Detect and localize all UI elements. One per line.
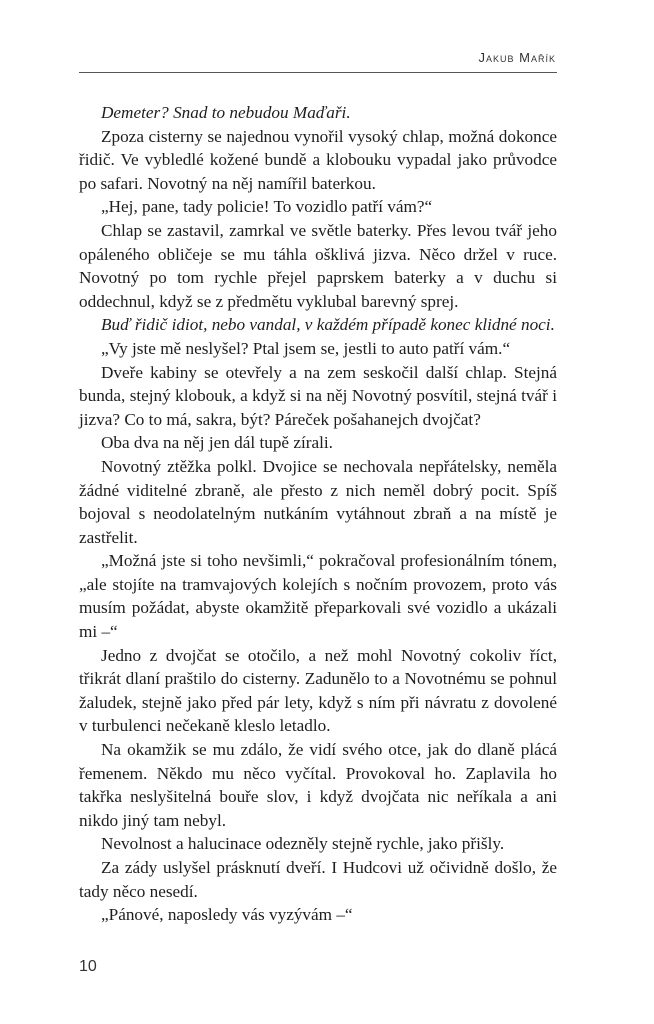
running-header-author: Jakub Mařík <box>478 50 556 65</box>
paragraph: Buď řidič idiot, nebo vandal, v každém případě konec klidné noci. <box>101 315 555 335</box>
paragraph: Chlap se zastavil, zamrkal ve světle baterky. Přes levou tvář jeho opáleného obličeje se mu táhla ošklivá jizva. Něco držel v ruce. Novotný po tom rychle přejel paprskem baterky a v duchu si oddechnul, když se z předmětu vyklubal barevný sprej. <box>79 220 557 311</box>
paragraph: Novotný ztěžka polkl. Dvojice se nechovala nepřátelsky, neměla žádné viditelné zbraně, ale přesto z nich neměl dobrý pocit. Spíš bojoval s neodolatelným nutkáním vytáhnout zbraň a na místě je zastřelit. <box>79 456 557 547</box>
body-text <box>79 101 557 927</box>
paragraph: Demeter? Snad to nebudou Maďaři. <box>101 103 351 122</box>
paragraph: Oba dva na něj jen dál tupě zírali. <box>101 433 333 453</box>
paragraph: Nevolnost a halucinace odezněly stejně rychle, jako přišly. <box>101 834 505 854</box>
paragraph: Za zády uslyšel prásknutí dveří. I Hudcovi už očividně došlo, že tady něco nesedí. <box>79 858 557 901</box>
paragraph: Jedno z dvojčat se otočilo, a než mohl Novotný cokoliv říct, třikrát dlaní praštilo do cisterny. Zadunělo to a Novotnému se pohnul žaludek, stejně jako před pár lety, když s ním při návratu z dovolené v turbulenci nečekaně kleslo letadlo. <box>79 645 557 736</box>
paragraph: „Možná jste si toho nevšimli,“ pokračoval profesionálním tónem, „ale stojíte na tramvajových kolejích s nočním provozem, proto vás musím požádat, abyste okamžitě přeparkovali své vozidlo a ukázali mi –“ <box>79 551 557 642</box>
paragraph: Na okamžik se mu zdálo, že vidí svého otce, jak do dlaně plácá řemenem. Někdo mu něco vyčítal. Provokoval ho. Zaplavila ho takřka neslyšitelná bouře slov, i když dvojčata nic neříkala a ani nikdo jiný tam nebyl. <box>79 740 557 830</box>
paragraph: Zpoza cisterny se najednou vynořil vysoký chlap, možná dokonce řidič. Ve vybledlé kožené bundě a klobouku vypadal jako průvodce po safari. Novotný na něj namířil baterkou. <box>79 126 557 193</box>
paragraph: „Pánové, naposledy vás vyzývám –“ <box>101 905 353 925</box>
paragraph: „Vy jste mě neslyšel? Ptal jsem se, jestli to auto patří vám.“ <box>101 338 511 358</box>
page-number: 10 <box>79 958 97 975</box>
paragraph: „Hej, pane, tady policie! To vozidlo patří vám?“ <box>101 197 433 217</box>
header-rule <box>79 72 557 73</box>
paragraph: Dveře kabiny se otevřely a na zem seskočil další chlap. Stejná bunda, stejný klobouk, a když si na něj Novotný posvítil, stejná tvář i jizva? Co to má, sakra, být? Páreček pošahanejch dvojčat? <box>79 362 557 429</box>
